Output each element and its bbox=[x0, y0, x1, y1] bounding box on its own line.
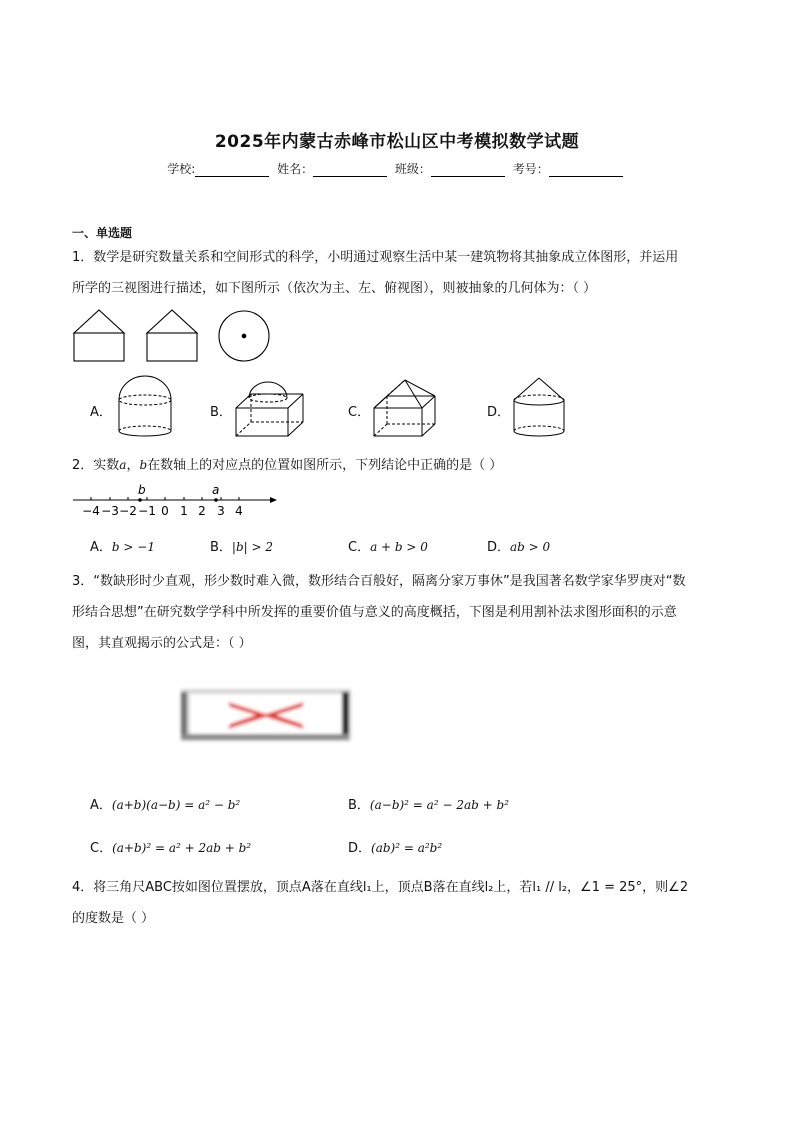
broken-image-icon bbox=[176, 684, 358, 748]
left-view bbox=[147, 310, 197, 361]
question-2-text bbox=[72, 450, 724, 481]
tick-label: −1 bbox=[138, 504, 156, 518]
three-view-drawings bbox=[70, 305, 280, 367]
page-title: 2025年内蒙古赤峰市松山区中考模拟数学试题 bbox=[214, 132, 580, 152]
tick-label: −2 bbox=[119, 504, 137, 518]
q2-option-d-expr: ab > 0 bbox=[510, 540, 551, 554]
point-a-dot bbox=[214, 498, 218, 502]
school-blank bbox=[195, 164, 269, 177]
tick-label: 2 bbox=[198, 504, 206, 518]
point-a-label: a bbox=[212, 483, 220, 497]
q2-option-c: C．a + b > 0 bbox=[348, 540, 428, 555]
exam-number-label: 考号： bbox=[512, 162, 549, 176]
question-4-line-2: 的度数是（ ） bbox=[72, 911, 155, 926]
tick-label: 3 bbox=[217, 504, 225, 518]
question-3-line-2: 形结合思想”在研究数学学科中所发挥的重要价值与意义的高度概括，下图是利用割补法求图形面积的示意 bbox=[72, 605, 677, 620]
q2-option-d: D．ab > 0 bbox=[487, 540, 551, 555]
front-view bbox=[74, 310, 124, 361]
question-1-line-2: 所学的三视图进行描述，如下图所示（依次为主、左、俯视图），则被抽象的几何体为：（ ） bbox=[72, 281, 597, 296]
q2-option-a-expr: b > −1 bbox=[111, 540, 155, 554]
exam-number-blank bbox=[549, 164, 623, 177]
question-4-line-1: 4．将三角尺ABC按如图位置摆放，顶点A落在直线l₁上，顶点B落在直线l₂上，若l₁ // l₂，∠1 = 25°，则∠2 bbox=[72, 880, 689, 895]
question-4-text bbox=[72, 872, 724, 934]
question-3-text bbox=[72, 566, 724, 659]
question-1-text bbox=[72, 242, 724, 304]
question-3-line-1: 3．“数缺形时少直观，形少数时难入微，数形结合百般好，隔离分家万事休”是我国著名数学家华罗庚对“数 bbox=[72, 574, 686, 589]
question-2-prefix: 2．实数 bbox=[72, 458, 120, 473]
name-label: 姓名： bbox=[277, 162, 314, 176]
point-b-dot bbox=[138, 498, 142, 502]
question-2-suffix: 在数轴上的对应点的位置如图所示，下列结论中正确的是（ ） bbox=[147, 458, 503, 473]
q3-option-c: C．(a+b)² = a² + 2ab + b² bbox=[90, 841, 252, 856]
q3-option-d: D．(ab)² = a²b² bbox=[348, 841, 443, 856]
student-info-line bbox=[0, 160, 794, 177]
q3-option-a: A．(a+b)(a−b) = a² − b² bbox=[90, 798, 241, 813]
tick-label: −4 bbox=[82, 504, 100, 518]
arrow-right-icon bbox=[270, 497, 277, 503]
question-2-separator: ， bbox=[126, 458, 140, 473]
tick-label: 4 bbox=[235, 504, 243, 518]
top-view bbox=[219, 311, 269, 361]
q1-option-b-figure bbox=[233, 378, 307, 440]
q1-option-a-figure bbox=[113, 374, 177, 440]
q2-option-b: B．|b| > 2 bbox=[210, 540, 274, 555]
q1-option-a-label: A． bbox=[90, 405, 112, 420]
q1-option-b-label: B． bbox=[210, 405, 232, 420]
q3-option-b-expr: (a−b)² = a² − 2ab + b² bbox=[369, 798, 509, 812]
q2-option-c-expr: a + b > 0 bbox=[370, 540, 428, 554]
class-label: 班级： bbox=[394, 162, 431, 176]
section-title: 一、单选题 bbox=[72, 226, 133, 240]
point-b-label: b bbox=[138, 483, 146, 497]
q1-option-c-figure bbox=[371, 378, 441, 440]
name-blank bbox=[313, 164, 387, 177]
school-label: 学校: bbox=[167, 162, 196, 176]
q1-option-c-label: C． bbox=[348, 405, 371, 420]
q2-option-b-expr: |b| > 2 bbox=[231, 540, 274, 554]
question-1-line-1: 1．数学是研究数量关系和空间形式的科学，小明通过观察生活中某一建筑物将其抽象成立体图形，并运用 bbox=[72, 250, 679, 265]
tick-label: 0 bbox=[161, 504, 169, 518]
tick-label: 1 bbox=[180, 504, 188, 518]
class-blank bbox=[431, 164, 505, 177]
q3-option-b: B．(a−b)² = a² − 2ab + b² bbox=[348, 798, 509, 813]
tick-label: −3 bbox=[101, 504, 119, 518]
variable-b: b bbox=[139, 458, 148, 472]
q3-option-a-expr: (a+b)(a−b) = a² − b² bbox=[111, 798, 241, 812]
variable-a: a bbox=[119, 458, 127, 472]
number-line bbox=[70, 482, 280, 520]
q3-option-d-expr: (ab)² = a²b² bbox=[371, 841, 443, 855]
q1-option-d-label: D． bbox=[487, 405, 511, 420]
question-3-line-3: 图，其直观揭示的公式是：（ ） bbox=[72, 636, 252, 651]
q3-option-c-expr: (a+b)² = a² + 2ab + b² bbox=[112, 841, 252, 855]
q1-option-d-figure bbox=[510, 376, 570, 440]
q2-option-a: A．b > −1 bbox=[90, 540, 155, 555]
